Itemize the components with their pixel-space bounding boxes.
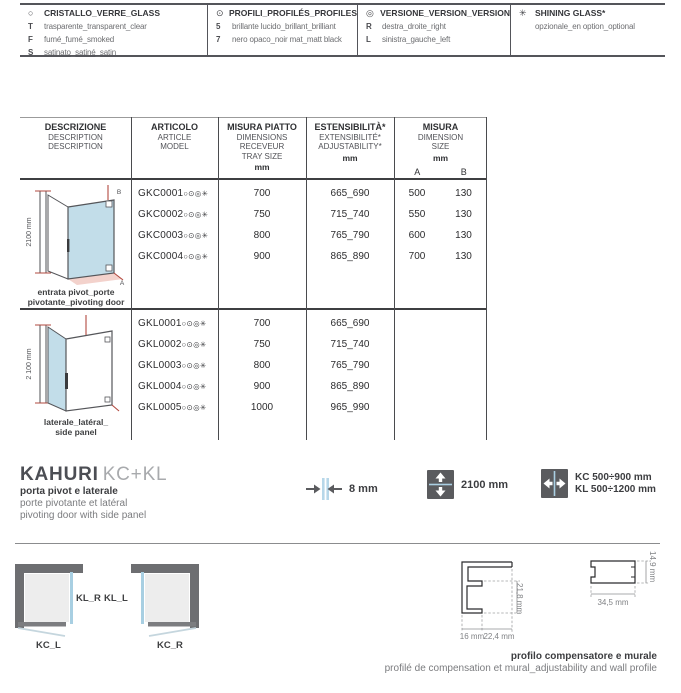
legend-item-key xyxy=(519,20,535,33)
legend-item xyxy=(216,33,357,46)
article-code: GKL0005 xyxy=(138,402,182,413)
legend-item xyxy=(28,46,207,59)
legend-item-label: brillante lucido_brillant_brilliant xyxy=(232,22,336,31)
size-a-cell: 700 xyxy=(408,251,426,262)
article-option-symbols: ○⊙◎✳ xyxy=(181,318,207,328)
size-b-cell: 130 xyxy=(455,188,472,199)
legend-column-profiles xyxy=(207,5,357,55)
table-row xyxy=(20,225,487,246)
legend-title: PROFILI_PROFILÉS_PROFILES xyxy=(229,8,357,18)
extensibility-cell: 765_790 xyxy=(330,230,370,241)
tray-size-cell: 750 xyxy=(253,339,271,350)
side-panel-caption: laterale_latéral_ side panel xyxy=(43,417,109,437)
tray-size-cell: 800 xyxy=(253,360,271,371)
legend-item-label: trasparente_transparent_clear xyxy=(44,22,147,31)
size-a-cell: 600 xyxy=(408,230,426,241)
width-range-kl: KL 500÷1200 mm xyxy=(575,483,656,495)
table-row xyxy=(20,183,487,204)
svg-text:2100 mm: 2100 mm xyxy=(26,217,33,247)
extensibility-cell: 965_990 xyxy=(330,402,370,413)
article-option-symbols: ○⊙◎✳ xyxy=(181,360,207,370)
article-code: GKL0001 xyxy=(138,318,182,329)
panel-label-kl-l: KL_L xyxy=(104,593,128,604)
column-header-description: DESCRIZIONE DESCRIPTION DESCRIPTION xyxy=(44,122,107,151)
product-subtitle-fr: porte pivotante et latéral xyxy=(20,498,128,509)
product-subtitle-it: porta pivot e laterale xyxy=(20,486,118,497)
legend-item-key: L xyxy=(366,35,371,44)
article-option-symbols: ○⊙◎✳ xyxy=(183,188,209,198)
column-header-extensibility: ESTENSIBILITÀ* EXTENSIBILITÉ* ADJUSTABILITY* mm xyxy=(314,122,386,163)
pivot-door-caption: entrata pivot_porte pivotante_pivoting door xyxy=(27,287,125,307)
extensibility-cell: 765_790 xyxy=(330,360,370,371)
article-cell xyxy=(131,230,218,241)
article-code: GKC0003 xyxy=(138,230,184,241)
svg-text:2 100 mm: 2 100 mm xyxy=(26,348,33,380)
version-icon: ◎ xyxy=(366,8,374,18)
tray-size-cell: 1000 xyxy=(250,402,274,413)
legend-title: CRISTALLO_VERRE_GLASS xyxy=(44,8,161,18)
legend-column-version xyxy=(357,5,510,55)
tray-size-cell: 750 xyxy=(253,209,271,220)
article-option-symbols: ○⊙◎✳ xyxy=(183,251,209,261)
products-table xyxy=(20,117,487,440)
legend-item xyxy=(366,33,510,46)
extensibility-cell: 665_690 xyxy=(330,318,370,329)
width-range-kc: KC 500÷900 mm xyxy=(575,471,652,483)
compensator-width-dim-1: 16 mm xyxy=(459,632,485,641)
column-header-size-b: B xyxy=(460,166,467,177)
glass-thickness-spec xyxy=(306,477,378,501)
legend-box xyxy=(20,3,665,57)
article-code: GKL0002 xyxy=(138,339,182,350)
article-cell xyxy=(131,251,218,262)
article-code: GKC0002 xyxy=(138,209,184,220)
legend-item xyxy=(366,20,510,33)
article-option-symbols: ○⊙◎✳ xyxy=(181,402,207,412)
size-b-cell: 130 xyxy=(455,251,472,262)
door-label-kc-r: KC_R xyxy=(157,640,183,651)
article-cell xyxy=(131,209,218,220)
width-icon xyxy=(541,469,568,498)
legend-column-shining-glass xyxy=(510,5,663,55)
table-group-side-panel xyxy=(20,313,487,418)
tray-size-cell: 900 xyxy=(253,251,271,262)
extensibility-cell: 715_740 xyxy=(330,209,370,220)
legend-item-label: satinato_satiné_satin xyxy=(44,48,117,57)
legend-item-key: T xyxy=(28,22,33,31)
profiles-caption-it: profilo compensatore e murale xyxy=(510,651,657,662)
legend-item xyxy=(28,33,207,46)
article-code: GKC0001 xyxy=(138,188,184,199)
compensator-height-dim: 21,8 mm xyxy=(515,583,524,615)
table-group-separator xyxy=(20,308,487,310)
table-top-border xyxy=(20,117,487,118)
article-option-symbols: ○⊙◎✳ xyxy=(183,209,209,219)
glass-type-icon: ○ xyxy=(28,8,34,18)
table-row xyxy=(20,376,487,397)
article-cell xyxy=(131,381,218,392)
table-header-separator xyxy=(20,178,487,180)
tray-size-cell: 700 xyxy=(253,188,271,199)
extensibility-cell: 715_740 xyxy=(330,339,370,350)
legend-item xyxy=(216,20,357,33)
legend-item-key: 5 xyxy=(216,22,221,31)
product-name: KAHURI xyxy=(20,464,99,485)
profile-type-icon: ⊙ xyxy=(216,8,224,18)
compensator-width-dim-2: 22,4 mm xyxy=(483,632,515,641)
column-header-size: MISURA DIMENSION SIZE mm A B xyxy=(394,122,487,177)
point-b-label: B xyxy=(116,189,122,196)
tray-size-cell: 700 xyxy=(253,318,271,329)
product-header xyxy=(20,464,167,521)
table-row xyxy=(20,246,487,267)
glass-thickness-icon xyxy=(306,477,342,501)
floor-plan-right xyxy=(127,560,199,640)
size-a-cell: 500 xyxy=(408,188,426,199)
table-row xyxy=(20,313,487,334)
table-group-pivot-door xyxy=(20,183,487,267)
article-option-symbols: ○⊙◎✳ xyxy=(181,381,207,391)
column-header-article: ARTICOLO ARTICLE MODEL xyxy=(151,122,198,151)
height-label: 2100 mm xyxy=(461,478,509,491)
article-option-symbols: ○⊙◎✳ xyxy=(181,339,207,349)
column-header-tray-size: MISURA PIATTO DIMENSIONS RECEVEUR TRAY SIZE mm xyxy=(227,122,297,172)
height-spec xyxy=(427,470,508,499)
extensibility-cell: 865_890 xyxy=(330,381,370,392)
article-code: GKL0003 xyxy=(138,360,182,371)
legend-item-label: destra_droite_right xyxy=(382,22,446,31)
height-icon xyxy=(427,470,454,499)
shining-glass-icon: ✳ xyxy=(519,8,527,18)
legend-item-label: fumé_fumé_smoked xyxy=(44,35,115,44)
extensibility-cell: 865_890 xyxy=(330,251,370,262)
legend-item-key: R xyxy=(366,22,372,31)
table-row xyxy=(20,204,487,225)
legend-item-label: nero opaco_noir mat_matt black xyxy=(232,35,342,44)
extensibility-cell: 665_690 xyxy=(330,188,370,199)
glass-thickness-label: 8 mm xyxy=(349,483,378,495)
legend-item-label: opzionale_en option_optional xyxy=(535,22,635,31)
legend-title: SHINING GLASS* xyxy=(535,8,606,18)
section-divider xyxy=(15,543,660,544)
product-subtitle-en: pivoting door with side panel xyxy=(20,509,147,521)
article-code: GKL0004 xyxy=(138,381,182,392)
legend-item xyxy=(28,20,207,33)
legend-item-key: F xyxy=(28,35,33,44)
size-b-cell: 130 xyxy=(455,230,472,241)
tray-size-cell: 900 xyxy=(253,381,271,392)
profiles-caption-fr-en: profilé de compensation et mural_adjustability and wall profile xyxy=(384,662,657,674)
compensator-profile-drawing xyxy=(448,548,548,638)
product-code: KC+KL xyxy=(102,464,168,485)
tray-size-cell: 800 xyxy=(253,230,271,241)
size-a-cell: 550 xyxy=(408,209,426,220)
column-header-size-a: A xyxy=(414,166,421,177)
legend-title: VERSIONE_VERSION_VERSION xyxy=(380,8,510,18)
article-code: GKC0004 xyxy=(138,251,184,262)
legend-item-key: S xyxy=(28,48,34,57)
article-cell xyxy=(131,402,218,413)
legend-item-label: sinistra_gauche_left xyxy=(382,35,451,44)
wall-height-dim: 14,9 mm xyxy=(648,551,657,583)
article-cell xyxy=(131,339,218,350)
width-spec xyxy=(541,469,656,498)
point-a-label: A xyxy=(119,280,125,286)
wall-width-dim: 34,5 mm xyxy=(597,598,629,607)
panel-label-kl-r: KL_R xyxy=(76,593,101,604)
legend-item xyxy=(519,20,663,33)
article-cell xyxy=(131,318,218,329)
table-row xyxy=(20,397,487,418)
legend-column-glass xyxy=(20,5,207,55)
profiles-caption xyxy=(385,651,657,674)
article-option-symbols: ○⊙◎✳ xyxy=(183,230,209,240)
legend-item-key: 7 xyxy=(216,35,221,44)
table-row xyxy=(20,334,487,355)
article-cell xyxy=(131,360,218,371)
article-cell xyxy=(131,188,218,199)
size-b-cell: 130 xyxy=(455,209,472,220)
table-row xyxy=(20,355,487,376)
door-label-kc-l: KC_L xyxy=(36,640,61,651)
product-title xyxy=(20,464,167,485)
